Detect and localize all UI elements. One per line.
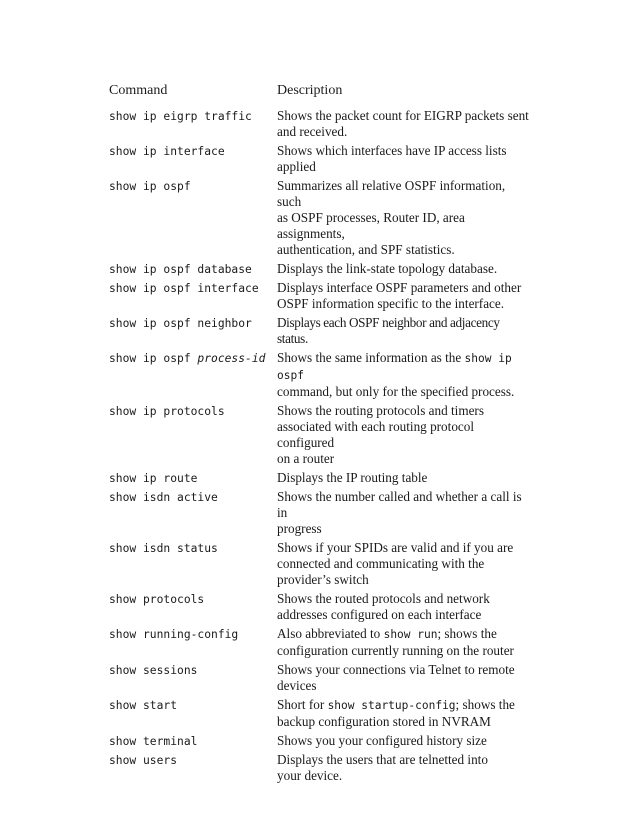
description-cell: Displays interface OSPF parameters and other OSPF information specific to the interface. [277, 280, 522, 311]
description-cell: Shows the number called and whether a call is in progress [277, 489, 522, 536]
table-row [109, 108, 529, 140]
table-row [109, 470, 529, 486]
table-row [109, 350, 529, 400]
command-argument: process-id [197, 352, 266, 365]
command-cell: show isdn active [109, 491, 218, 504]
description-cell: Shows the packet count for EIGRP packets sent and received. [277, 108, 529, 139]
description-cell: Shows the routed protocols and network addresses configured on each interface [277, 591, 490, 622]
table-row [109, 261, 529, 277]
command-cell: show running-config [109, 628, 239, 641]
description-cell: Displays the users that are telnetted into your device. [277, 752, 488, 783]
description-cell: Summarizes all relative OSPF information, such as OSPF processes, Router ID, area assignments, authentication, and SPF statistics. [277, 178, 506, 257]
table-row [109, 280, 529, 312]
command-cell: show ip ospf process-id [109, 352, 266, 365]
command-table [109, 83, 529, 784]
description-cell: Displays the IP routing table [277, 470, 428, 485]
command-cell: show ip ospf [109, 180, 191, 193]
table-row [109, 662, 529, 694]
description-cell: Also abbreviated to show run; shows the configuration currently running on the router [277, 626, 514, 658]
command-cell: show protocols [109, 593, 205, 606]
description-cell: Short for show startup-config; shows the backup configuration stored in NVRAM [277, 697, 515, 729]
command-cell: show start [109, 699, 178, 712]
command-cell: show ip eigrp traffic [109, 110, 252, 123]
description-cell: Shows your connections via Telnet to remote devices [277, 662, 515, 693]
command-cell: show ip interface [109, 145, 225, 158]
table-row [109, 626, 529, 659]
table-row [109, 697, 529, 730]
command-cell: show terminal [109, 735, 198, 748]
table-row [109, 540, 529, 588]
table-row [109, 489, 529, 537]
command-column-header: Command [109, 83, 168, 98]
table-row [109, 733, 529, 749]
table-header [109, 83, 529, 105]
description-cell: Displays each OSPF neighbor and adjacency status. [277, 315, 500, 346]
description-cell: Shows you your configured history size [277, 733, 487, 748]
command-cell: show ip protocols [109, 405, 225, 418]
inline-command: show ip ospf [277, 352, 512, 382]
description-cell: Shows the routing protocols and timers associated with each routing protocol configured on a router [277, 403, 484, 466]
command-cell: show isdn status [109, 542, 218, 555]
command-cell: show ip ospf database [109, 263, 252, 276]
description-cell: Shows if your SPIDs are valid and if you are connected and communicating with the provider’s switch [277, 540, 514, 587]
inline-command: show startup-config [327, 699, 456, 712]
command-cell: show users [109, 754, 178, 767]
description-cell: Displays the link-state topology database. [277, 261, 498, 276]
command-cell: show sessions [109, 664, 198, 677]
table-row [109, 315, 529, 347]
description-column-header: Description [277, 83, 343, 98]
inline-command: show run [383, 628, 438, 641]
command-cell: show ip ospf interface [109, 282, 259, 295]
table-row [109, 403, 529, 467]
table-row [109, 591, 529, 623]
table-row [109, 752, 529, 784]
table-row [109, 178, 529, 258]
table-row [109, 143, 529, 175]
command-cell: show ip route [109, 472, 198, 485]
description-cell: Shows which interfaces have IP access lists applied [277, 143, 507, 174]
description-cell: Shows the same information as the show ip ospf command, but only for the specified process. [277, 350, 515, 399]
command-cell: show ip ospf neighbor [109, 317, 252, 330]
